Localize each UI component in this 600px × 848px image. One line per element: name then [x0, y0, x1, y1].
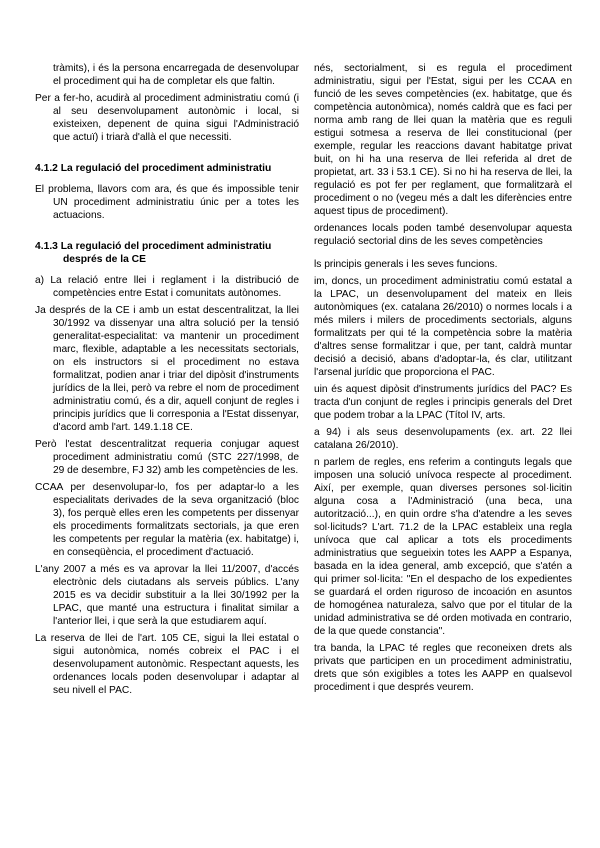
left-column: [35, 62, 299, 701]
paragraph: La reserva de llei de l'art. 105 CE, sigui la llei estatal o sigui autonòmica, només cobreix el PAC i el desenvolupament autonòmic. Respectant aquests, les ordenances locals poden desenvolupar i adaptar al seu nivell el PAC.: [35, 633, 299, 696]
paragraph: CCAA per desenvolupar-lo, fos per adaptar-lo a les especialitats derivades de la seva organització (bloc 3), fos perquè elles eren les competents per dissenyar els procediments formalitzats sectorials, ja que eren les competents per regular la matèria (ex. habitatge) i, en conseqüència, el procediment d'actuació.: [35, 482, 299, 558]
right-column: [314, 62, 572, 698]
paragraph: tra banda, la LPAC té regles que reconeixen drets als privats que participen en un procediment administratiu, drets que són exigibles a totes les AAPP en qualsevol procediment i que després veurem.: [314, 643, 572, 693]
paragraph: a) La relació entre llei i reglament i la distribució de competències entre Estat i comunitats autònomes.: [35, 275, 299, 299]
paragraph: L'any 2007 a més es va aprovar la llei 11/2007, d'accés electrònic dels ciutadans als serveis públics. L'any 2015 es va decidir substituir a la llei 30/1992 per la LPAC, que manté una estructura i finalitat similar a l'anterior llei, i que serà la que estudiarem aquí.: [35, 564, 299, 627]
paragraph: Per a fer-ho, acudirà al procediment administratiu comú (i al seu desenvolupament autonòmic i local, si existeixen, depenent de quina sigui l'Administració que actuï) i triarà d'allà el que necessiti.: [35, 93, 299, 143]
paragraph: Ja després de la CE i amb un estat descentralitzat, la llei 30/1992 va dissenyar una altra solució per la tensió generalitat-especialitat: va mantenir un procediment marc, flexible, adaptable a les necessitats sectorials, on els instructors si el procediment no estava formalitzat, podien anar i triar del dipòsit d'instruments jurídics de la llei, però va rebre el nom de procediment administratiu comú, és a dir, aquell conjunt de regles i principis jurídics que li corresponia a l'Estat dissenyar, d'acord amb l'art. 149.1.18 CE.: [35, 305, 299, 433]
paragraph: ls principis generals i les seves funcions.: [314, 259, 498, 270]
paragraph: n parlem de regles, ens referim a continguts legals que imposen una solució unívoca respecte al procediment. Així, per exemple, quan diverses persones sol·licitin alguna cosa a l'Administració (una beca, una autorització...), en quin ordre s'ha d'atendre a les seves sol·licituds? L'art. 71.2 de la LPAC estableix una regla unívoca que cal aplicar a tots els procediments administratius que segueixin totes les AAPP a Espanya, basada en la idea general, amb excepció, que s'atén a qui primer sol·licita: "En el despacho de los expedientes se guardará el orden riguroso de incoación en asuntos de homogénea naturaleza, salvo que por el titular de la unidad administrativa se dé orden motivada en contrario, de la que quede constancia".: [314, 457, 572, 637]
paragraph: nés, sectorialment, si es regula el procediment administratiu, sigui per l'Estat, sigui per les CCAA en funció de les seves competències (ex. habitatge, que és competència autonòmica), només caldrà que es faci per norma amb rang de llei quan la matèria que es reguli estigui sotmesa a reserva de llei constitucional (per exemple, regular les reaccions davant habitatge privat buit, on hi ha una reserva de llei referida al dret de propietat, art. 33 i 53.1 CE). Si no hi ha reserva de llei, la regulació es pot fer per reglament, que formalitzarà el procediment o no (vegeu més a dalt les diferències entre aquest tipus de procediment).: [314, 63, 572, 217]
paragraph: ordenances locals poden també desenvolupar aquesta regulació sectorial dins de les seves competències: [314, 223, 572, 247]
paragraph: im, doncs, un procediment administratiu comú estatal a la LPAC, un desenvolupament del mateix en lleis autonòmiques (ex. catalana 26/2010) o normes locals i a més milers i milers de procediments sectorials, alguns formalitzats per qui té la competència sobre la matèria d'altres sense formalitzar i que, per tant, caldrà muntar decisió a decisió, abans d'adoptar-la, és clar, utilitzant l'arsenal jurídic que proporciona el PAC.: [314, 276, 572, 378]
paragraph: tràmits), i és la persona encarregada de desenvolupar el procediment qui ha de completar els que faltin.: [53, 63, 299, 87]
paragraph: uin és aquest dipòsit d'instruments jurídics del PAC? Es tracta d'un conjunt de regles i principis generals del Dret que podem trobar a la LPAC (Títol IV, arts.: [314, 384, 572, 421]
paragraph: Però l'estat descentralitzat requeria conjugar aquest procediment administratiu comú (STC 227/1998, de 29 de desembre, FJ 32) amb les competències de les.: [35, 439, 299, 476]
section-heading: 4.1.3 La regulació del procediment administratiu després de la CE: [35, 241, 272, 265]
paragraph: El problema, llavors com ara, és que és impossible tenir UN procediment administratiu únic per a totes les actuacions.: [35, 184, 299, 221]
paragraph: a 94) i als seus desenvolupaments (ex. art. 22 llei catalana 26/2010).: [314, 427, 572, 451]
section-heading: 4.1.2 La regulació del procediment administratiu: [35, 163, 272, 174]
